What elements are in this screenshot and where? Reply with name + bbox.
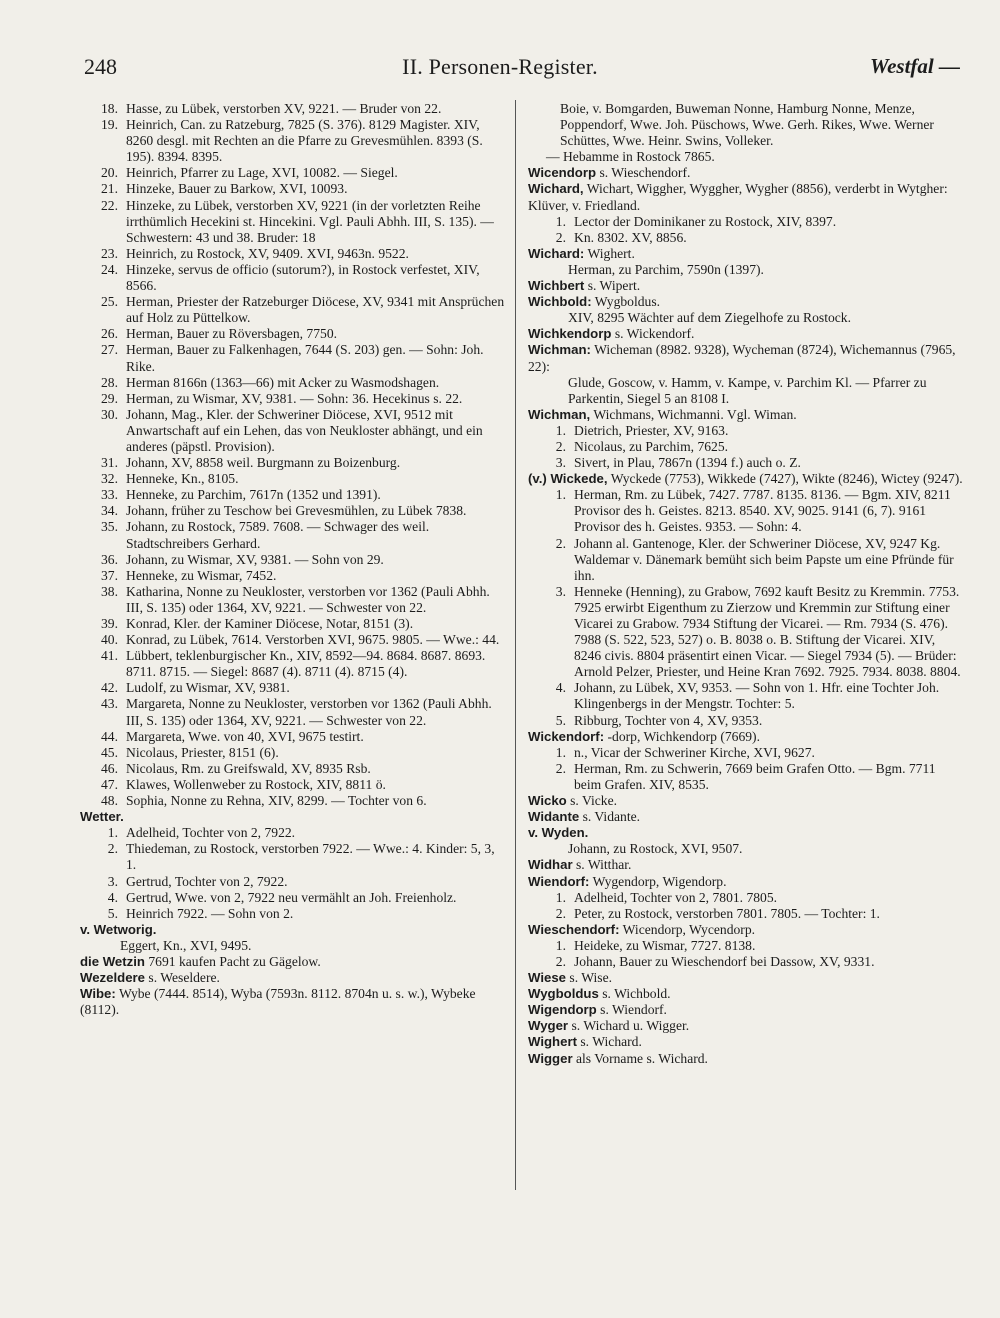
entry-text: Herman, zu Wismar, XV, 9381. — Sohn: 36. Hecekinus s. 22. xyxy=(126,390,463,406)
headword: Wetter. xyxy=(80,809,124,825)
entry-text: Herman, Rm. zu Lübek, 7427. 7787. 8135. 8136. — Bgm. XIV, 8211 Provisor des h. Geistes. 8213. 8540. XV, 9025. 9141 (6, 7). 9161 Provisor des h. Geistes. 9353. — Sohn: 4. xyxy=(574,487,951,535)
numbered-entry xyxy=(80,745,507,761)
headword: Wezeldere xyxy=(80,970,145,986)
entry-number: 26. xyxy=(101,326,118,342)
headword-entry xyxy=(528,1051,964,1067)
headword: Wiese xyxy=(528,970,566,986)
entry-number: 2. xyxy=(555,229,566,245)
entry-number: 2. xyxy=(555,905,566,921)
entry-number: 43. xyxy=(101,696,118,712)
headword: Wichbert xyxy=(528,278,585,294)
numbered-entry xyxy=(80,503,507,519)
sub-entry: XIV, 8295 Wächter auf dem Ziegelhofe zu Rostock. xyxy=(568,310,851,326)
entry-number: 1. xyxy=(107,825,118,841)
headword-text: s. Wiendorf. xyxy=(600,1002,667,1018)
headword-text: s. Wieschendorf. xyxy=(599,165,691,181)
entry-number: 39. xyxy=(101,616,118,631)
numbered-entry xyxy=(80,729,507,745)
entry-number: 3. xyxy=(107,873,118,889)
numbered-entry xyxy=(80,487,507,503)
headword-text: Wichmans, Wichmanni. Vgl. Wiman. xyxy=(593,406,797,422)
entry-number: 37. xyxy=(101,567,118,583)
entry-number: 48. xyxy=(101,793,118,809)
running-head: Westfal — xyxy=(869,54,960,78)
headword-entry xyxy=(528,825,964,841)
numbered-entry xyxy=(80,407,507,455)
numbered-entry xyxy=(80,117,507,165)
entry-number: 22. xyxy=(101,197,118,213)
numbered-entry xyxy=(528,584,964,681)
headword-entry xyxy=(528,294,964,310)
entry-number: 40. xyxy=(101,632,118,648)
headword-text: s. Vicke. xyxy=(570,793,618,809)
entry-text: Sivert, in Plau, 7867n (1394 f.) auch o. Z. xyxy=(574,455,801,471)
entry-text: Kn. 8302. XV, 8856. xyxy=(574,229,687,245)
headword-entry xyxy=(528,326,964,342)
headword: (v.) Wickede, xyxy=(528,471,608,487)
numbered-entry xyxy=(80,181,507,197)
numbered-entry xyxy=(528,214,964,230)
headword: Wicko xyxy=(528,793,567,809)
headword-text: s. Wickendorf. xyxy=(614,326,695,342)
entry-text: Nicolaus, Rm. zu Greifswald, XV, 8935 Rsb. xyxy=(126,760,371,776)
headword: Wichard: xyxy=(528,245,585,261)
headword-entry xyxy=(528,246,964,262)
entry-number: 45. xyxy=(101,744,118,760)
continued-text: Boie, v. Bomgarden, Buweman Nonne, Hamburg Nonne, Menze, Poppendorf, Wwe. Joh. Püschows, Wwe. Gerh. Rikes, Wwe. Werner Schüttes, Wwe. Heinr. Swins, Volleker. xyxy=(560,101,934,149)
numbered-entry xyxy=(80,391,507,407)
entry-text: Herman, Rm. zu Schwerin, 7669 beim Grafen Otto. — Bgm. 7711 beim Grafen. XIV, 8535. xyxy=(574,760,936,792)
entry-text: Nicolaus, zu Parchim, 7625. xyxy=(574,438,729,454)
entry-number: 42. xyxy=(101,680,118,696)
numbered-entry xyxy=(80,519,507,551)
entry-number: 44. xyxy=(101,728,118,744)
headword-entry xyxy=(528,809,964,825)
sub-entry: Glude, Goscow, v. Hamm, v. Kampe, v. Parchim Kl. — Pfarrer zu Parkentin, Siegel 5 an 8108 I. xyxy=(568,374,927,406)
headword-text: Wicendorp, Wycendorp. xyxy=(622,921,756,937)
sub-entry: Herman, zu Parchim, 7590n (1397). xyxy=(568,261,764,277)
headword: Wichbold: xyxy=(528,294,592,310)
numbered-entry xyxy=(80,793,507,809)
headword: v. Wyden. xyxy=(528,825,589,841)
headword-text: Wygendorp, Wigendorp. xyxy=(592,873,727,889)
numbered-entry xyxy=(80,890,507,906)
entry-text: Adelheid, Tochter von 2, 7922. xyxy=(126,825,296,841)
entry-text: Lübbert, teklenburgischer Kn., XIV, 8592—94. 8684. 8687. 8693. 8711. 8715. — Siegel: 8687 (4). 8711 (4). 8715 (4). xyxy=(126,648,486,680)
numbered-entry xyxy=(80,648,507,680)
entry-text: Ribburg, Tochter von 4, XV, 9353. xyxy=(574,712,763,728)
headword-entry xyxy=(528,986,964,1002)
entry-number: 18. xyxy=(101,101,118,116)
entry-text: Herman, Bauer zu Falkenhagen, 7644 (S. 203) gen. — Sohn: Joh. Rike. xyxy=(126,342,484,374)
numbered-entry xyxy=(80,616,507,632)
headword: Wyger xyxy=(528,1018,569,1034)
entry-text: Johann, Bauer zu Wieschendorf bei Dassow, XV, 9331. xyxy=(574,953,875,969)
headword-entry xyxy=(528,922,964,938)
numbered-entry xyxy=(80,696,507,728)
numbered-entry xyxy=(528,423,964,439)
entry-text: Margareta, Wwe. von 40, XVI, 9675 testirt. xyxy=(126,728,364,744)
headword-entry xyxy=(80,954,507,970)
headword-entry xyxy=(528,407,964,423)
numbered-entry xyxy=(80,632,507,648)
headword-text: Wighert. xyxy=(587,245,635,261)
numbered-entry xyxy=(528,906,964,922)
entry-text: Johann, XV, 8858 weil. Burgmann zu Boizenburg. xyxy=(126,455,401,471)
headword-text: s. Wipert. xyxy=(587,278,641,294)
entry-number: 4. xyxy=(107,889,118,905)
entry-text: Ludolf, zu Wismar, XV, 9381. xyxy=(126,680,290,696)
headword: Wygboldus xyxy=(528,986,599,1002)
entry-number: 2. xyxy=(555,535,566,551)
page-title: II. Personen-Register. xyxy=(402,54,598,79)
headword-text: -dorp, Wichkendorp (7669). xyxy=(607,728,760,744)
headword-entry xyxy=(528,729,964,745)
entry-text: Hinzeke, servus de officio (sutorum?), in Rostock verfestet, XIV, 8566. xyxy=(126,261,480,294)
headword-entry xyxy=(528,970,964,986)
headword-text: s. Wichard u. Wigger. xyxy=(571,1018,690,1034)
entry-number: 3. xyxy=(555,583,566,599)
entry-text: Gertrud, Tochter von 2, 7922. xyxy=(126,873,288,889)
entry-text: Lector der Dominikaner zu Rostock, XIV, 8397. xyxy=(574,213,837,229)
numbered-entry xyxy=(80,841,507,873)
headword: Wichard, xyxy=(528,181,584,197)
entry-number: 27. xyxy=(101,342,118,358)
headword-text: Wyckede (7753), Wikkede (7427), Wikte (8246), Wictey (9247). xyxy=(610,471,963,487)
entry-text: Johann, zu Rostock, 7589. 7608. — Schwager des weil. Stadtschreibers Gerhard. xyxy=(126,519,430,551)
entry-number: 47. xyxy=(101,776,118,792)
headword: Wiendorf: xyxy=(528,873,590,889)
headword: Wicendorp xyxy=(528,165,597,181)
entry-text: Peter, zu Rostock, verstorben 7801. 7805. — Tochter: 1. xyxy=(574,905,880,921)
headword-text: Wicheman (8982. 9328), Wycheman (8724), Wichemannus (7965, 22): xyxy=(528,342,956,374)
headword-text: s. Wise. xyxy=(569,970,613,986)
headword: Wichkendorp xyxy=(528,326,612,342)
numbered-entry xyxy=(528,745,964,761)
numbered-entry xyxy=(80,262,507,294)
entry-text: Konrad, Kler. der Kaminer Diöcese, Notar, 8151 (3). xyxy=(126,616,414,631)
headword: v. Wetworig. xyxy=(80,921,157,937)
headword-entry xyxy=(528,342,964,374)
entry-text: Heideke, zu Wismar, 7727. 8138. xyxy=(574,937,756,953)
entry-text: Margareta, Nonne zu Neukloster, verstorben vor 1362 (Pauli Abhh. III, S. 135) oder 1364, XV, 9221. — Schwester von 22. xyxy=(126,696,492,728)
continued-note: — Hebamme in Rostock 7865. xyxy=(546,149,715,165)
entry-number: 25. xyxy=(101,294,118,310)
numbered-entry xyxy=(528,487,964,535)
entry-number: 31. xyxy=(101,455,118,471)
entry-number: 2. xyxy=(555,953,566,969)
entry-text: Konrad, zu Lübek, 7614. Verstorben XVI, 9675. 9805. — Wwe.: 44. xyxy=(126,632,500,648)
entry-text: Johann, zu Wismar, XV, 9381. — Sohn von 29. xyxy=(126,551,384,567)
headword: Widante xyxy=(528,809,580,825)
entry-text: Herman 8166n (1363—66) mit Acker zu Wasmodshagen. xyxy=(126,374,440,390)
numbered-entry xyxy=(528,536,964,584)
entry-number: 4. xyxy=(555,680,566,696)
entry-text: Heinrich, Pfarrer zu Lage, XVI, 10082. — Siegel. xyxy=(126,165,398,181)
numbered-entry xyxy=(80,825,507,841)
column-divider xyxy=(515,100,516,1190)
entry-number: 28. xyxy=(101,374,118,390)
entry-number: 1. xyxy=(555,422,566,438)
headword-entry xyxy=(528,278,964,294)
entry-text: Adelheid, Tochter von 2, 7801. 7805. xyxy=(574,889,778,905)
entry-number: 1. xyxy=(555,744,566,760)
entry-text: Johann al. Gantenoge, Kler. der Schweriner Diöcese, XV, 9247 Kg. Waldemar v. Dänemark bemüht sich beim Papste um eine Pfründe für ihn. xyxy=(574,535,954,583)
entry-text: Hasse, zu Lübek, verstorben XV, 9221. — Bruder von 22. xyxy=(126,101,442,116)
numbered-entry xyxy=(528,954,964,970)
headword: Wigendorp xyxy=(528,1002,597,1018)
numbered-entry xyxy=(80,761,507,777)
headword: Wighert xyxy=(528,1034,577,1050)
entry-text: Katharina, Nonne zu Neukloster, verstorben vor 1362 (Pauli Abhh. III, S. 135) oder 1364, XV, 9221. — Schwester von 22. xyxy=(126,583,490,615)
numbered-entry xyxy=(528,439,964,455)
headword-text: Wygboldus. xyxy=(594,294,661,310)
entry-text: Hinzeke, zu Lübek, verstorben XV, 9221 (in der vorletzten Reihe irrthümlich Hecekini st. Hincekini. Vgl. Pauli Abhh. III, S. 135). — Schwestern: 43 und 38. Bruder: 18 xyxy=(126,197,494,245)
headword: Wigger xyxy=(528,1050,573,1066)
headword: die Wetzin xyxy=(80,953,145,969)
entry-text: Thiedeman, zu Rostock, verstorben 7922. — Wwe.: 4. Kinder: 5, 3, 1. xyxy=(126,841,495,873)
entry-number: 5. xyxy=(555,712,566,728)
entry-number: 30. xyxy=(101,406,118,422)
headword: Wichman: xyxy=(528,342,591,358)
entry-text: Johann, zu Lübek, XV, 9353. — Sohn von 1. Hfr. eine Tochter Joh. Klingenbergs in der Mengstr. Tochter: 5. xyxy=(574,680,940,712)
sub-entry: Johann, zu Rostock, XVI, 9507. xyxy=(568,841,743,857)
entry-number: 46. xyxy=(101,760,118,776)
numbered-entry xyxy=(80,568,507,584)
numbered-entry xyxy=(528,761,964,793)
sub-entry: Eggert, Kn., XVI, 9495. xyxy=(120,937,252,953)
entry-text: Henneke, Kn., 8105. xyxy=(126,471,239,487)
entry-number: 5. xyxy=(107,905,118,921)
entry-number: 23. xyxy=(101,245,118,261)
entry-text: Heinrich, zu Rostock, XV, 9409. XVI, 9463n. 9522. xyxy=(126,245,409,261)
entry-number: 1. xyxy=(555,487,566,503)
headword-text: 7691 kaufen Pacht zu Gägelow. xyxy=(148,953,321,969)
entry-number: 34. xyxy=(101,503,118,519)
headword: Wieschendorf: xyxy=(528,921,620,937)
headword: Wickendorf: xyxy=(528,728,605,744)
numbered-entry xyxy=(80,680,507,696)
entry-number: 38. xyxy=(101,583,118,599)
entry-number: 20. xyxy=(101,165,118,181)
headword-entry xyxy=(528,874,964,890)
numbered-entry xyxy=(80,342,507,374)
entry-text: Henneke, zu Wismar, 7452. xyxy=(126,567,277,583)
headword-text: s. Wichbold. xyxy=(602,986,671,1002)
numbered-entry xyxy=(80,101,507,117)
numbered-entry xyxy=(80,455,507,471)
numbered-entry xyxy=(80,198,507,246)
entry-text: Sophia, Nonne zu Rehna, XIV, 8299. — Tochter von 6. xyxy=(126,793,427,809)
entry-number: 32. xyxy=(101,471,118,487)
entry-number: 36. xyxy=(101,551,118,567)
entry-number: 21. xyxy=(101,181,118,197)
entry-text: Henneke, zu Parchim, 7617n (1352 und 1391). xyxy=(126,487,381,503)
entry-number: 24. xyxy=(101,261,118,277)
headword-entry xyxy=(528,1018,964,1034)
headword-text: s. Wichard. xyxy=(580,1034,642,1050)
numbered-entry xyxy=(80,294,507,326)
left-column xyxy=(80,101,507,1018)
numbered-entry xyxy=(528,455,964,471)
entry-text: Henneke (Henning), zu Grabow, 7692 kauft Besitz zu Kremmin. 7753. 7925 erwirbt Eigenthum zu Zierzow und Kremmin zur Stiftung einer Vicarei zu Grabow. 7934 Stiftung der Vicarei. — Rm. 7934 (S. 476). 7988 (S. 522, 523, 527) o. B. 8038 o. B. Stiftung der Vicarei. XIV, 8246 civis. 8804 präsentirt einen Vicar. — Siegel 7934 (5). — Brüder: Arnold Pelzer, Priester, und Heine Kran 7692. 7925. 7934. 8038. 8804. xyxy=(574,583,961,680)
headword-entry xyxy=(528,165,964,181)
headword-entry xyxy=(528,181,964,213)
entry-number: 41. xyxy=(101,648,118,664)
numbered-entry xyxy=(80,777,507,793)
headword: Wichman, xyxy=(528,406,591,422)
entry-text: Klawes, Wollenweber zu Rostock, XIV, 8811 ö. xyxy=(126,776,386,792)
headword-entry xyxy=(80,809,507,825)
right-column xyxy=(528,101,964,1067)
headword-entry xyxy=(528,793,964,809)
headword: Wibe: xyxy=(80,986,116,1002)
entry-number: 3. xyxy=(555,455,566,471)
headword-entry xyxy=(528,857,964,873)
numbered-entry xyxy=(528,938,964,954)
headword-entry xyxy=(80,986,507,1018)
numbered-entry xyxy=(80,375,507,391)
numbered-entry xyxy=(528,230,964,246)
numbered-entry xyxy=(80,165,507,181)
entry-text: Heinrich, Can. zu Ratzeburg, 7825 (S. 376). 8129 Magister. XIV, 8260 desgl. mit Rechten an die Pfarre zu Grevesmühlen. 8393 (S. 195). 8394. 8395. xyxy=(126,117,483,165)
entry-number: 1. xyxy=(555,889,566,905)
entry-text: Gertrud, Wwe. von 2, 7922 neu vermählt an Joh. Freienholz. xyxy=(126,889,457,905)
numbered-entry xyxy=(80,552,507,568)
headword-entry xyxy=(528,1034,964,1050)
entry-number: 2. xyxy=(555,760,566,776)
numbered-entry xyxy=(80,906,507,922)
page-number: 248 xyxy=(84,54,117,79)
numbered-entry xyxy=(528,890,964,906)
headword: Widhar xyxy=(528,857,573,873)
headword-entry xyxy=(80,922,507,938)
numbered-entry xyxy=(80,246,507,262)
headword-text: s. Witthar. xyxy=(575,857,632,873)
entry-number: 1. xyxy=(555,937,566,953)
headword-text: s. Vidante. xyxy=(582,809,641,825)
headword-text: Wybe (7444. 8514), Wyba (7593n. 8112. 8704n u. s. w.), Wybeke (8112). xyxy=(80,986,476,1018)
entry-text: Herman, Priester der Ratzeburger Diöcese, XV, 9341 mit Ansprüchen auf Holz zu Püttelkow. xyxy=(126,294,505,326)
entry-number: 35. xyxy=(101,519,118,535)
entry-text: Heinrich 7922. — Sohn von 2. xyxy=(126,905,294,921)
entry-text: Hinzeke, Bauer zu Barkow, XVI, 10093. xyxy=(126,181,348,197)
entry-text: Dietrich, Priester, XV, 9163. xyxy=(574,422,729,438)
headword-entry xyxy=(528,1002,964,1018)
entry-text: Nicolaus, Priester, 8151 (6). xyxy=(126,744,279,760)
numbered-entry xyxy=(80,471,507,487)
entry-number: 2. xyxy=(107,841,118,857)
numbered-entry xyxy=(80,584,507,616)
entry-text: Johann, Mag., Kler. der Schweriner Diöcese, XVI, 9512 mit Anwartschaft auf ein Lehen, das von Neukloster abhängt, und ein anderes (päpstl. Provision). xyxy=(126,406,483,454)
headword-text: s. Weseldere. xyxy=(148,970,220,986)
headword-text: Wichart, Wiggher, Wyggher, Wygher (8856), verderbt in Wytgher: Klüver, v. Friedland. xyxy=(528,181,948,213)
headword-entry xyxy=(528,471,964,487)
numbered-entry xyxy=(528,713,964,729)
entry-number: 19. xyxy=(101,117,118,133)
entry-text: Johann, früher zu Teschow bei Grevesmühlen, zu Lübek 7838. xyxy=(126,503,467,519)
headword-entry xyxy=(80,970,507,986)
numbered-entry xyxy=(80,874,507,890)
page-header xyxy=(0,54,1000,90)
numbered-entry xyxy=(528,680,964,712)
entry-number: 1. xyxy=(555,213,566,229)
numbered-entry xyxy=(80,326,507,342)
entry-text: Herman, Bauer zu Röversbagen, 7750. xyxy=(126,326,338,342)
entry-text: n., Vicar der Schweriner Kirche, XVI, 9627. xyxy=(574,744,815,760)
entry-number: 29. xyxy=(101,390,118,406)
entry-number: 33. xyxy=(101,487,118,503)
entry-number: 2. xyxy=(555,438,566,454)
headword-text: als Vorname s. Wichard. xyxy=(575,1050,708,1066)
